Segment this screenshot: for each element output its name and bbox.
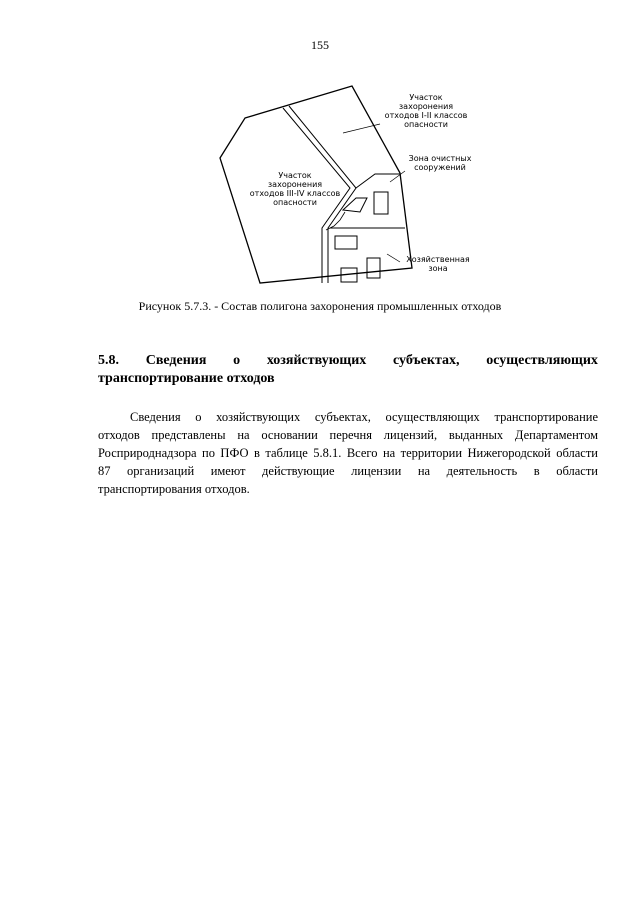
paragraph-line: транспортирования отходов. — [98, 482, 250, 496]
label-zone-1-2: Участок захоронения отходов I-II классов опасности — [384, 93, 468, 129]
section-number: 5.8. — [98, 353, 119, 368]
utility-building-1 — [335, 236, 357, 249]
heading-word: хозяйствующих — [266, 353, 367, 368]
label-treatment-zone: Зона очистных сооружений — [408, 154, 472, 172]
treatment-structure-2 — [374, 192, 388, 214]
leader-line-zone-1-2 — [343, 124, 380, 133]
paragraph-line: Сведения о хозяйствующих субъектах, осуществляющих транспортирование — [130, 410, 598, 424]
heading-word: о — [233, 353, 241, 368]
paragraph-line: отходов представлены на основании перечня лицензий, выданных Департаментом — [98, 428, 598, 442]
page-number: 155 — [311, 38, 329, 52]
section-heading-line-2: транспортирование отходов — [98, 371, 275, 386]
paragraph-line: Росприроднадзора по ПФО в таблице 5.8.1. Всего на территории Нижегородской области — [98, 446, 598, 460]
utility-building-2 — [367, 258, 380, 278]
leader-line-treatment — [390, 171, 405, 182]
section-body-paragraph — [98, 408, 598, 498]
heading-word: осуществляющих — [486, 353, 598, 368]
figure-caption: Рисунок 5.7.3. - Состав полигона захоронения промышленных отходов — [138, 299, 502, 313]
heading-word: Сведения — [145, 353, 207, 368]
treatment-zone-boundary — [356, 174, 400, 188]
section-heading-line-1 — [98, 352, 598, 370]
label-zone-3-4: Участок захоронения отходов III-IV классов опасности — [249, 171, 341, 207]
paragraph-line: 87 организаций имеют действующие лицензии на деятельность в области — [98, 464, 598, 478]
label-utility-zone: Хозяйственная зона — [406, 255, 470, 273]
heading-word: субъектах, — [393, 353, 460, 368]
landfill-diagram — [200, 78, 510, 292]
section-heading — [98, 352, 598, 388]
